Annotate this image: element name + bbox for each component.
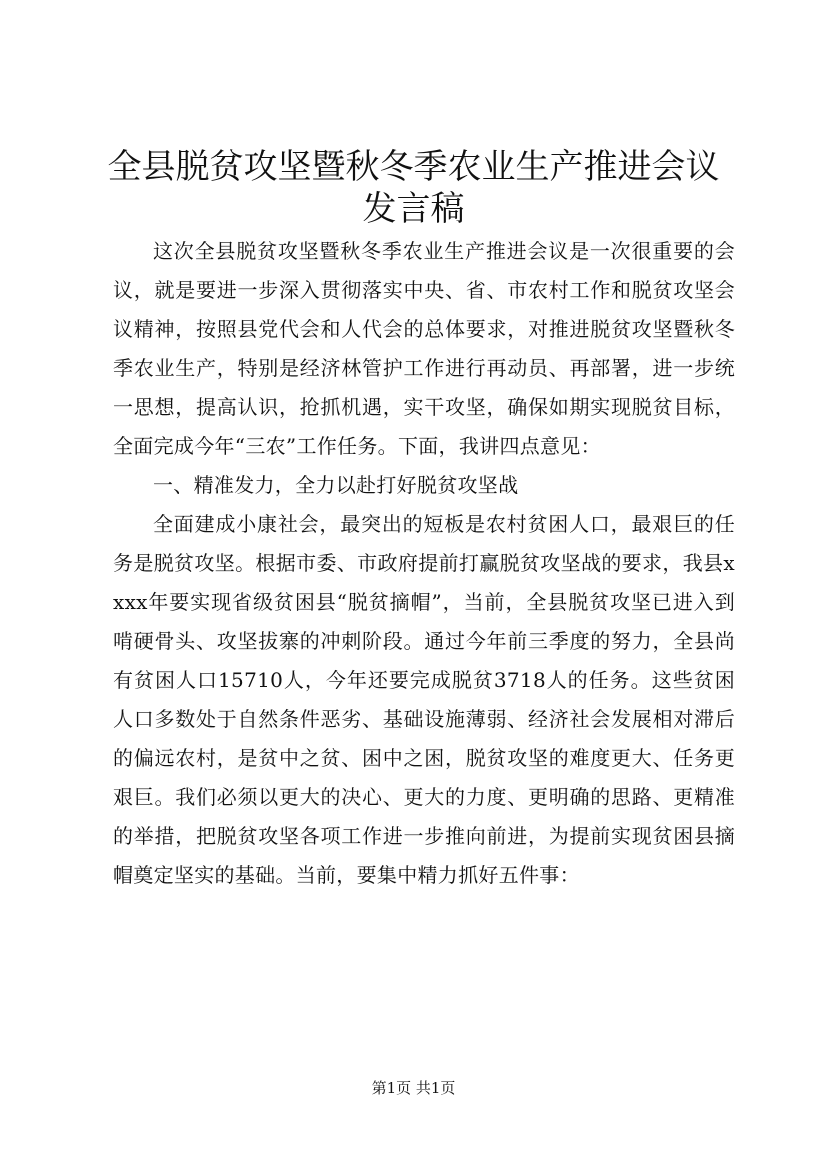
section-paragraph: 全面建成小康社会，最突出的短板是农村贫困人口，最艰巨的任务是脱贫攻坚。根据市委、市政府提前打赢脱贫攻坚战的要求，我县xxxx年要实现省级贫困县“脱贫摘帽”，当前，全县脱贫攻坚已进入到啃硬骨头、攻坚拔寨的冲刺阶段。通过今年前三季度的努力，全县尚有贫困人口15710人，今年还要完成脱贫3718人的任务。这些贫困人口多数处于自然条件恶劣、基础设施薄弱、经济社会发展相对滞后的偏远农村，是贫中之贫、困中之困，脱贫攻坚的难度更大、任务更艰巨。我们必须以更大的决心、更大的力度、更明确的思路、更精准的举措，把脱贫攻坚各项工作进一步推向前进，为提前实现贫困县摘帽奠定坚实的基础。当前，要集中精力抓好五件事：	[113, 512, 735, 887]
page-footer: 第1页 共1页	[371, 1079, 456, 1097]
section-heading: 一、精准发力，全力以赴打好脱贫攻坚战	[153, 473, 519, 497]
document-title: 全县脱贫攻坚暨秋冬季农业生产推进会议发言稿	[107, 147, 720, 229]
document-body	[113, 232, 735, 895]
intro-paragraph: 这次全县脱贫攻坚暨秋冬季农业生产推进会议是一次很重要的会议，就是要进一步深入贯彻落实中央、省、市农村工作和脱贫攻坚会议精神，按照县党代会和人代会的总体要求，对推进脱贫攻坚暨秋冬季农业生产，特别是经济林管护工作进行再动员、再部署，进一步统一思想，提高认识，抢抓机遇，实干攻坚，确保如期实现脱贫目标，全面完成今年“三农”工作任务。下面，我讲四点意见：	[113, 239, 735, 458]
